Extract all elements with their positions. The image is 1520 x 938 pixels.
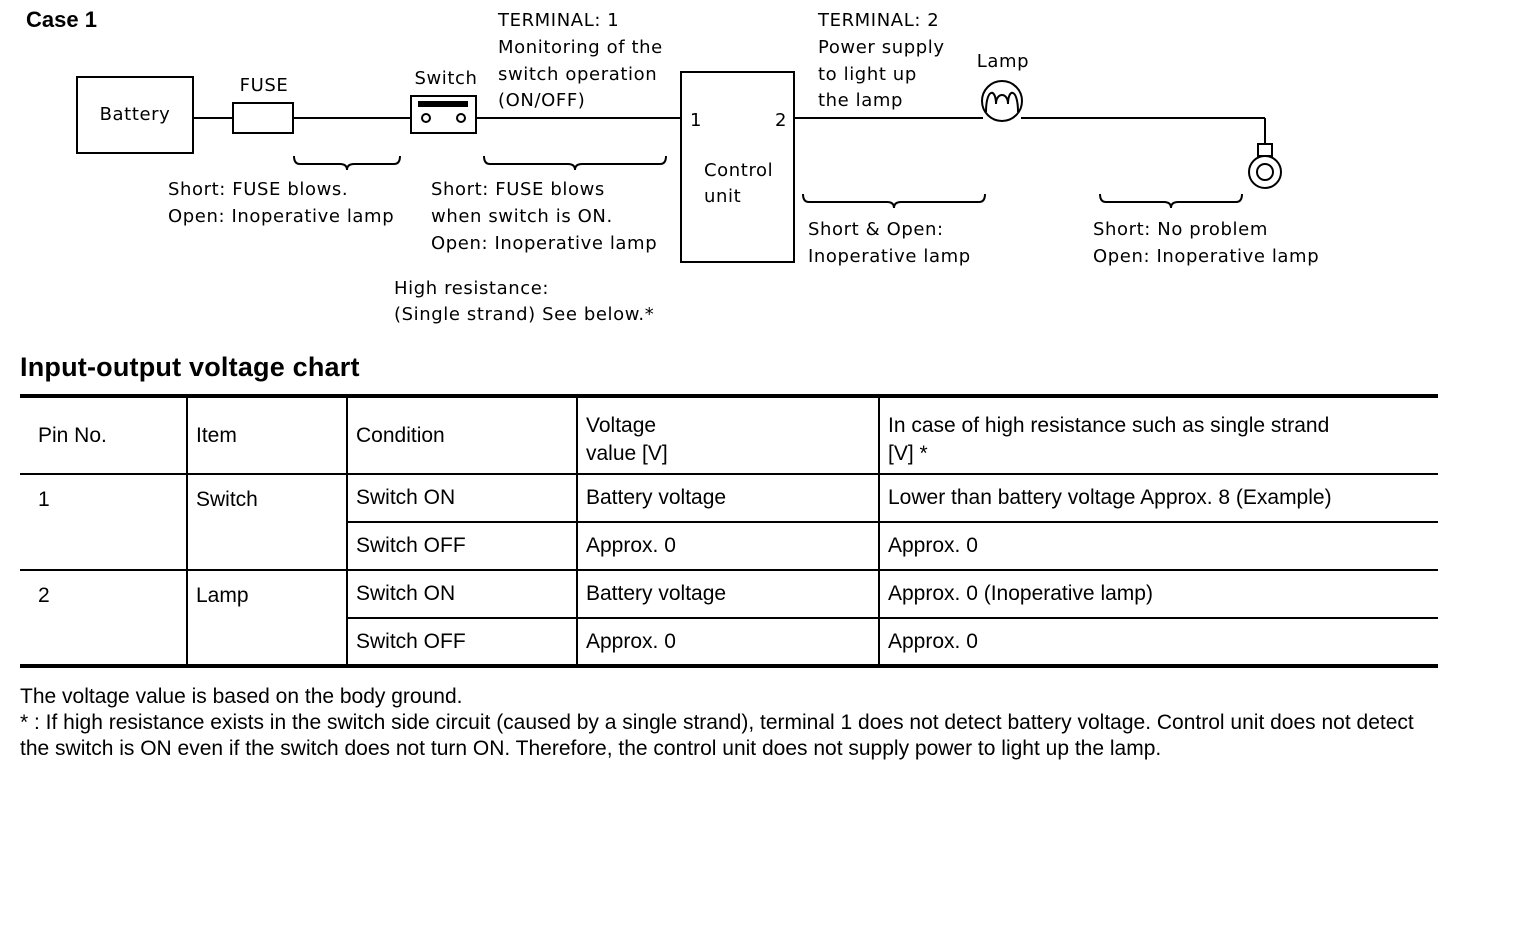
battery-label: Battery	[99, 104, 171, 125]
control-unit-label-line2: unit	[704, 186, 742, 207]
header-condition: Condition	[347, 396, 577, 474]
cell-condition: Switch ON	[347, 474, 577, 522]
note-fuse-switch-line1: Short: FUSE blows.	[168, 179, 349, 200]
table-row	[20, 474, 1438, 522]
pin-2-label: 2	[775, 110, 788, 131]
header-voltage-line2: value [V]	[586, 442, 668, 465]
circuit-diagram	[0, 0, 1520, 345]
note-lamp-ground-line2: Open: Inoperative lamp	[1093, 246, 1320, 267]
terminal-1-line2: Monitoring of the	[498, 37, 663, 58]
cell-high-resistance: Approx. 0	[879, 522, 1438, 570]
cell-pin: 2	[38, 584, 50, 607]
note-cu-lamp-line2: Inoperative lamp	[808, 246, 971, 267]
note-switch-cu-line2: when switch is ON.	[431, 206, 613, 227]
note-fuse-switch-line2: Open: Inoperative lamp	[168, 206, 395, 227]
terminal-1-line4: (ON/OFF)	[498, 90, 586, 111]
note-lamp-ground-line1: Short: No problem	[1093, 219, 1268, 240]
lamp-label: Lamp	[976, 51, 1030, 72]
terminal-1-line3: switch operation	[498, 64, 658, 85]
note-switch-cu-line3: Open: Inoperative lamp	[431, 233, 658, 254]
control-unit-label-line1: Control	[704, 160, 774, 181]
brace-lamp-ground	[1100, 194, 1242, 208]
note-lamp-ground	[1093, 219, 1319, 267]
switch-component	[411, 68, 478, 133]
voltage-chart-title: Input-output voltage chart	[20, 352, 360, 382]
cell-pin: 1	[38, 488, 50, 511]
note-high-resistance-line1: High resistance:	[394, 278, 550, 299]
terminal-2-line2: Power supply	[818, 37, 945, 58]
fuse-label: FUSE	[239, 75, 289, 96]
switch-label: Switch	[414, 68, 478, 89]
cell-item: Switch	[187, 474, 347, 570]
header-pin-no: Pin No.	[38, 423, 107, 447]
note-high-resistance	[394, 278, 654, 325]
cell-voltage: Battery voltage	[577, 570, 879, 618]
case-title: Case 1	[26, 7, 97, 32]
lamp-component	[977, 51, 1029, 121]
terminal-2-line1: TERMINAL: 2	[818, 10, 940, 31]
note-control-unit-lamp	[808, 219, 971, 267]
note-fuse-switch	[168, 179, 394, 227]
cell-high-resistance: Approx. 0 (Inoperative lamp)	[879, 570, 1438, 618]
terminal-1-line1: TERMINAL: 1	[498, 10, 620, 31]
brace-fuse-switch	[294, 156, 400, 170]
cell-condition: Switch OFF	[347, 522, 577, 570]
brace-switch-control-unit	[484, 156, 666, 170]
cell-voltage: Approx. 0	[577, 618, 879, 666]
terminal-2-annotation	[817, 10, 945, 111]
cell-voltage: Approx. 0	[577, 522, 879, 570]
header-item: Item	[187, 396, 347, 474]
table-row	[20, 570, 1438, 618]
note-asterisk: * : If high resistance exists in the switch side circuit (caused by a single strand), terminal 1 does not detect battery voltage. Control unit does not detect the switch is ON even if the switch does not turn ON. Therefore, the control unit does not supply power to light up the lamp.	[20, 711, 1414, 760]
terminal-2-line3: to light up	[818, 64, 917, 85]
pin-1-label: 1	[690, 110, 703, 131]
note-body-ground: The voltage value is based on the body ground.	[20, 685, 463, 708]
header-high-resistance-line1: In case of high resistance such as single strand	[888, 414, 1330, 437]
note-high-resistance-line2: (Single strand) See below.*	[394, 304, 655, 325]
voltage-table	[20, 394, 1438, 668]
note-cu-lamp-line1: Short & Open:	[808, 219, 944, 240]
notes-section	[20, 684, 1440, 762]
header-high-resistance	[879, 396, 1438, 474]
cell-high-resistance: Lower than battery voltage Approx. 8 (Example)	[879, 474, 1438, 522]
note-switch-cu-line1: Short: FUSE blows	[431, 179, 605, 200]
ground-icon	[1249, 144, 1281, 188]
brace-control-unit-lamp	[803, 194, 985, 208]
fuse-component	[233, 75, 293, 133]
cell-item: Lamp	[187, 570, 347, 666]
note-switch-control-unit	[431, 179, 657, 254]
header-voltage-line1: Voltage	[586, 414, 657, 437]
cell-condition: Switch ON	[347, 570, 577, 618]
cell-voltage: Battery voltage	[577, 474, 879, 522]
control-unit-component	[681, 72, 794, 262]
table-header-row	[20, 396, 1438, 474]
terminal-1-annotation	[497, 10, 663, 111]
terminal-2-line4: the lamp	[818, 90, 904, 111]
cell-condition: Switch OFF	[347, 618, 577, 666]
cell-high-resistance: Approx. 0	[879, 618, 1438, 666]
header-voltage-value	[577, 396, 879, 474]
header-high-resistance-line2: [V] *	[888, 442, 928, 465]
battery-component	[77, 77, 193, 153]
